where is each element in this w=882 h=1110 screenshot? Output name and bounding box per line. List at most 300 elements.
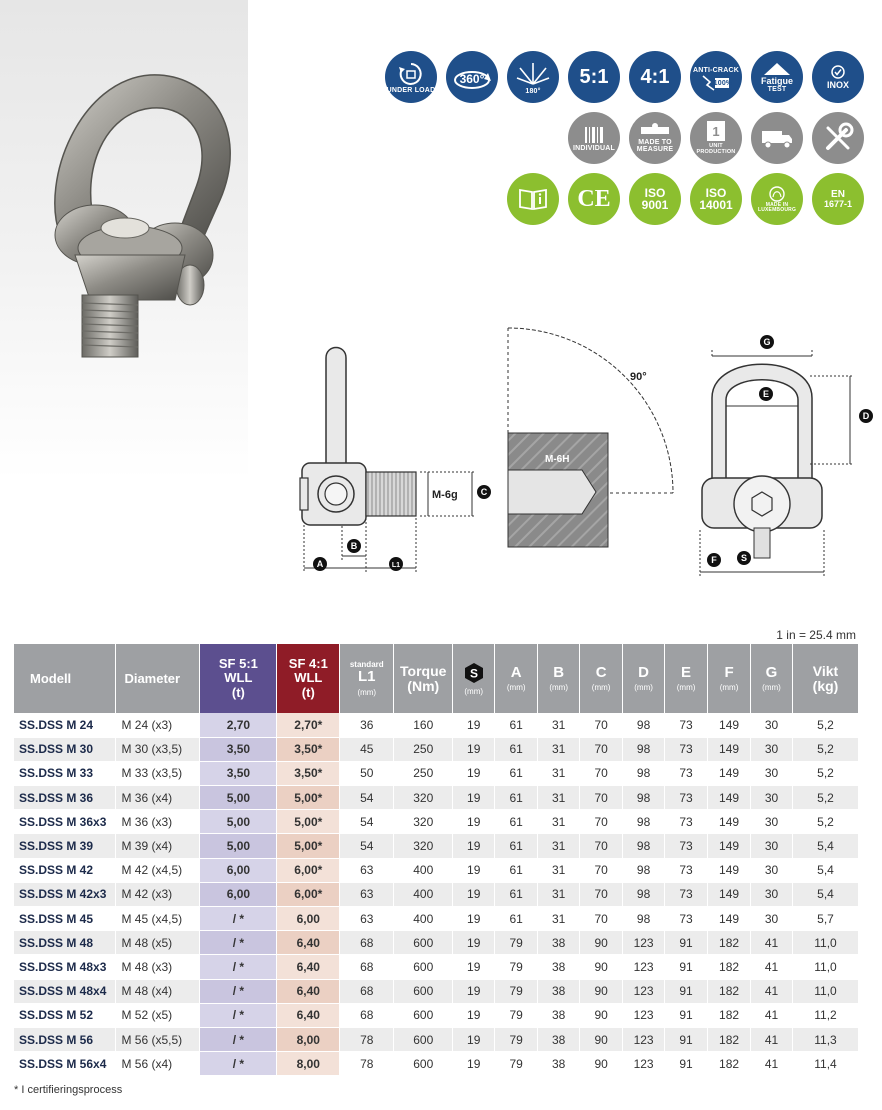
- cell-b: 38: [538, 1003, 580, 1027]
- cell-f: 149: [708, 907, 751, 931]
- cell-c: 70: [580, 834, 623, 858]
- cell-b: 31: [538, 834, 580, 858]
- cell-a: 79: [495, 1052, 538, 1076]
- inox-badge: [812, 51, 864, 103]
- svg-text:S: S: [469, 666, 478, 680]
- cell-s: 19: [453, 737, 495, 761]
- cell-f: 182: [708, 1027, 751, 1051]
- cell-d: 98: [623, 858, 665, 882]
- cell-l1: 50: [340, 761, 394, 785]
- individual-label: INDIVIDUAL: [572, 144, 616, 152]
- cell-vikt: 5,2: [792, 713, 858, 737]
- cell-e: 73: [665, 834, 708, 858]
- cell-sf4-wll: 3,50*: [277, 737, 340, 761]
- hex-key-icon: [464, 662, 484, 684]
- col-c: C (mm): [580, 644, 623, 713]
- table-row: [14, 931, 859, 955]
- cell-vikt: 5,2: [792, 737, 858, 761]
- safety-factor-4-1-label: 4:1: [640, 66, 670, 88]
- cell-f: 149: [708, 834, 751, 858]
- cell-vikt: 11,2: [792, 1003, 858, 1027]
- cell-b: 31: [538, 907, 580, 931]
- cell-sf5-wll: 6,00: [200, 858, 277, 882]
- cell-torque: 400: [394, 882, 453, 906]
- cell-d: 98: [623, 737, 665, 761]
- cell-a: 79: [495, 1003, 538, 1027]
- fatigue-test-badge: [751, 51, 803, 103]
- check-icon: [831, 65, 845, 79]
- made-in-label: MADE IN: [765, 202, 789, 208]
- cell-model: SS.DSS M 56: [14, 1027, 116, 1051]
- col-l1: standard L1 (mm): [340, 644, 394, 713]
- iso-14001-badge: [690, 173, 742, 225]
- cell-model: SS.DSS M 30: [14, 737, 116, 761]
- cell-model: SS.DSS M 48: [14, 931, 116, 955]
- cell-g: 41: [751, 1003, 793, 1027]
- cell-b: 38: [538, 1027, 580, 1051]
- fatigue-chart-icon: [762, 61, 792, 77]
- cell-e: 91: [665, 931, 708, 955]
- table-row: [14, 761, 859, 785]
- cell-f: 149: [708, 761, 751, 785]
- cell-diameter: M 42 (x4,5): [116, 858, 200, 882]
- cell-vikt: 5,2: [792, 761, 858, 785]
- col-f: F (mm): [708, 644, 751, 713]
- cell-sf5-wll: / *: [200, 931, 277, 955]
- cell-d: 123: [623, 1003, 665, 1027]
- cell-l1: 78: [340, 1052, 394, 1076]
- cell-f: 149: [708, 713, 751, 737]
- cell-e: 91: [665, 1052, 708, 1076]
- cell-diameter: M 33 (x3,5): [116, 761, 200, 785]
- cell-torque: 320: [394, 834, 453, 858]
- cell-g: 41: [751, 931, 793, 955]
- col-g: G (mm): [751, 644, 793, 713]
- cell-f: 182: [708, 1003, 751, 1027]
- cell-c: 90: [580, 1052, 623, 1076]
- ce-mark-label: CE: [577, 186, 611, 212]
- cell-g: 30: [751, 761, 793, 785]
- cell-vikt: 11,4: [792, 1052, 858, 1076]
- cell-sf4-wll: 6,00: [277, 907, 340, 931]
- cell-d: 98: [623, 907, 665, 931]
- cell-f: 149: [708, 810, 751, 834]
- table-row: [14, 1027, 859, 1051]
- cell-c: 70: [580, 713, 623, 737]
- cell-s: 19: [453, 761, 495, 785]
- technical-drawing: [290, 318, 882, 580]
- cell-f: 149: [708, 737, 751, 761]
- cell-diameter: M 48 (x3): [116, 955, 200, 979]
- cell-s: 19: [453, 931, 495, 955]
- cell-model: SS.DSS M 42x3: [14, 882, 116, 906]
- cell-l1: 54: [340, 786, 394, 810]
- table-row: [14, 858, 859, 882]
- cell-model: SS.DSS M 56x4: [14, 1052, 116, 1076]
- luxembourg-label: LUXEMBOURG: [757, 207, 797, 213]
- anti-crack-percent: 100%: [713, 80, 733, 87]
- cell-a: 61: [495, 786, 538, 810]
- cell-f: 149: [708, 858, 751, 882]
- cell-torque: 400: [394, 907, 453, 931]
- cell-torque: 600: [394, 1003, 453, 1027]
- cell-sf5-wll: / *: [200, 1003, 277, 1027]
- cell-g: 41: [751, 1052, 793, 1076]
- cell-sf5-wll: / *: [200, 1027, 277, 1051]
- cell-s: 19: [453, 1052, 495, 1076]
- cell-e: 73: [665, 713, 708, 737]
- cell-c: 70: [580, 858, 623, 882]
- cell-d: 98: [623, 786, 665, 810]
- rotation-360-label: 360°: [459, 72, 485, 86]
- cell-c: 70: [580, 810, 623, 834]
- cell-d: 123: [623, 979, 665, 1003]
- en-label-b: 1677-1: [823, 198, 853, 209]
- cell-l1: 68: [340, 979, 394, 1003]
- cell-sf4-wll: 8,00: [277, 1052, 340, 1076]
- cell-c: 70: [580, 761, 623, 785]
- unit-conversion-note: 1 in = 25.4 mm: [776, 628, 856, 642]
- cell-diameter: M 45 (x4,5): [116, 907, 200, 931]
- cell-vikt: 11,3: [792, 1027, 858, 1051]
- fatigue-label: Fatigue: [760, 76, 793, 86]
- iso-14001-label-a: ISO: [705, 186, 727, 200]
- cell-f: 182: [708, 1052, 751, 1076]
- dim-l1-label: L1: [391, 562, 401, 569]
- cell-vikt: 5,4: [792, 834, 858, 858]
- cell-diameter: M 36 (x4): [116, 786, 200, 810]
- cell-a: 61: [495, 834, 538, 858]
- anti-crack-label: ANTI-CRACK: [693, 67, 739, 74]
- cell-s: 19: [453, 786, 495, 810]
- table-row: [14, 737, 859, 761]
- cell-s: 19: [453, 810, 495, 834]
- cell-l1: 54: [340, 810, 394, 834]
- col-torque: Torque (Nm): [394, 644, 453, 713]
- cell-g: 30: [751, 786, 793, 810]
- cell-diameter: M 48 (x4): [116, 979, 200, 1003]
- cell-l1: 68: [340, 955, 394, 979]
- truck-icon: [760, 127, 794, 149]
- col-s: S (mm): [453, 644, 495, 713]
- fatigue-test-label: TEST: [767, 86, 787, 93]
- cell-sf4-wll: 3,50*: [277, 761, 340, 785]
- cell-c: 70: [580, 786, 623, 810]
- cell-b: 38: [538, 955, 580, 979]
- cell-b: 38: [538, 931, 580, 955]
- cell-torque: 600: [394, 931, 453, 955]
- cell-sf4-wll: 6,00*: [277, 858, 340, 882]
- cell-g: 30: [751, 858, 793, 882]
- cell-sf4-wll: 5,00*: [277, 810, 340, 834]
- dim-g-label: G: [763, 337, 771, 347]
- cell-diameter: M 39 (x4): [116, 834, 200, 858]
- table-row: [14, 1052, 859, 1076]
- cell-s: 19: [453, 1003, 495, 1027]
- cell-c: 70: [580, 907, 623, 931]
- cell-sf4-wll: 2,70*: [277, 713, 340, 737]
- table-row: [14, 1003, 859, 1027]
- cell-vikt: 5,4: [792, 882, 858, 906]
- cell-g: 41: [751, 1027, 793, 1051]
- table-row: [14, 955, 859, 979]
- cell-g: 30: [751, 834, 793, 858]
- col-sf5-wll: SF 5:1 WLL (t): [200, 644, 277, 713]
- cell-s: 19: [453, 882, 495, 906]
- table-row: [14, 979, 859, 1003]
- made-to-label: MADE TO: [638, 139, 672, 146]
- table-row: [14, 786, 859, 810]
- spec-table: [14, 644, 859, 1076]
- cell-e: 73: [665, 761, 708, 785]
- unit-production-label: UNIT PRODUCTION: [696, 143, 736, 155]
- cell-e: 91: [665, 1003, 708, 1027]
- cell-e: 73: [665, 737, 708, 761]
- footnote: * I certifieringsprocess: [14, 1084, 123, 1096]
- cell-torque: 320: [394, 810, 453, 834]
- thread-m6h-label: M-6H: [545, 454, 570, 465]
- tools-badge: [812, 112, 864, 164]
- cell-g: 41: [751, 979, 793, 1003]
- cell-b: 31: [538, 737, 580, 761]
- dim-f-label: F: [711, 555, 717, 565]
- bore-view: [508, 328, 673, 547]
- unit-production-number: 1: [707, 121, 725, 141]
- dim-b-label: B: [350, 541, 358, 551]
- cell-s: 19: [453, 713, 495, 737]
- cell-l1: 63: [340, 858, 394, 882]
- cell-d: 123: [623, 1052, 665, 1076]
- anti-crack-badge: [690, 51, 742, 103]
- cell-model: SS.DSS M 33: [14, 761, 116, 785]
- cell-sf4-wll: 5,00*: [277, 834, 340, 858]
- cell-f: 149: [708, 882, 751, 906]
- cell-torque: 250: [394, 737, 453, 761]
- cell-l1: 63: [340, 882, 394, 906]
- dim-e-label: E: [762, 389, 770, 399]
- cell-e: 73: [665, 858, 708, 882]
- measure-label: MEASURE: [636, 146, 674, 153]
- cell-d: 98: [623, 882, 665, 906]
- col-b: B (mm): [538, 644, 580, 713]
- cell-d: 98: [623, 713, 665, 737]
- en-1677-1-badge: [812, 173, 864, 225]
- safety-factor-5-1-label: 5:1: [579, 66, 609, 88]
- rotation-360-badge: [446, 51, 498, 103]
- cell-b: 38: [538, 1052, 580, 1076]
- cell-l1: 63: [340, 907, 394, 931]
- cell-diameter: M 56 (x4): [116, 1052, 200, 1076]
- cell-b: 31: [538, 882, 580, 906]
- cell-diameter: M 36 (x3): [116, 810, 200, 834]
- cell-sf5-wll: / *: [200, 979, 277, 1003]
- cell-c: 90: [580, 931, 623, 955]
- cell-torque: 600: [394, 1052, 453, 1076]
- cell-sf5-wll: 3,50: [200, 737, 277, 761]
- cell-e: 73: [665, 810, 708, 834]
- cell-a: 61: [495, 858, 538, 882]
- cell-f: 182: [708, 955, 751, 979]
- cell-torque: 320: [394, 786, 453, 810]
- cell-model: SS.DSS M 48x3: [14, 955, 116, 979]
- rotate-under-load-icon: [398, 61, 424, 87]
- cell-vikt: 5,2: [792, 786, 858, 810]
- safety-factor-5-1-badge: [568, 51, 620, 103]
- iso-9001-badge: [629, 173, 681, 225]
- cell-s: 19: [453, 907, 495, 931]
- cell-l1: 78: [340, 1027, 394, 1051]
- cell-c: 90: [580, 1003, 623, 1027]
- cell-vikt: 11,0: [792, 931, 858, 955]
- cell-a: 61: [495, 882, 538, 906]
- cell-b: 31: [538, 713, 580, 737]
- cell-vikt: 5,7: [792, 907, 858, 931]
- cell-g: 30: [751, 713, 793, 737]
- cell-sf4-wll: 6,40: [277, 931, 340, 955]
- cell-sf5-wll: 5,00: [200, 810, 277, 834]
- cell-diameter: M 42 (x3): [116, 882, 200, 906]
- dim-s-label: S: [740, 553, 748, 563]
- cell-s: 19: [453, 955, 495, 979]
- barcode-icon: [583, 125, 605, 145]
- cell-g: 30: [751, 810, 793, 834]
- under-load-badge: [385, 51, 437, 103]
- iso-9001-label-b: 9001: [641, 198, 669, 212]
- cell-sf5-wll: 5,00: [200, 834, 277, 858]
- cell-g: 30: [751, 907, 793, 931]
- cell-a: 61: [495, 737, 538, 761]
- wrench-icon: [822, 122, 854, 154]
- cell-d: 98: [623, 761, 665, 785]
- cell-sf5-wll: / *: [200, 907, 277, 931]
- cell-vikt: 5,2: [792, 810, 858, 834]
- cell-sf4-wll: 6,40: [277, 955, 340, 979]
- col-a: A (mm): [495, 644, 538, 713]
- cell-model: SS.DSS M 48x4: [14, 979, 116, 1003]
- cell-d: 98: [623, 810, 665, 834]
- cell-d: 98: [623, 834, 665, 858]
- cell-b: 38: [538, 979, 580, 1003]
- iso-14001-label-b: 14001: [699, 198, 733, 212]
- col-modell: Modell: [14, 644, 116, 713]
- cell-d: 123: [623, 1027, 665, 1051]
- spec-table-body: [14, 713, 859, 1076]
- pivot-180-icon: [516, 60, 550, 88]
- made-in-luxembourg-badge: [751, 173, 803, 225]
- cell-l1: 68: [340, 1003, 394, 1027]
- cell-e: 73: [665, 882, 708, 906]
- table-row: [14, 713, 859, 737]
- cell-sf5-wll: 2,70: [200, 713, 277, 737]
- cell-a: 61: [495, 713, 538, 737]
- table-row: [14, 907, 859, 931]
- manual-book-icon: [518, 187, 548, 211]
- cell-g: 30: [751, 737, 793, 761]
- cell-sf4-wll: 6,00*: [277, 882, 340, 906]
- cell-model: SS.DSS M 24: [14, 713, 116, 737]
- cell-a: 79: [495, 1027, 538, 1051]
- cell-b: 31: [538, 810, 580, 834]
- cell-sf5-wll: / *: [200, 1052, 277, 1076]
- inox-label: INOX: [826, 79, 849, 90]
- ce-mark-badge: [568, 173, 620, 225]
- individual-badge: [568, 112, 620, 164]
- cell-c: 90: [580, 955, 623, 979]
- cell-c: 90: [580, 1027, 623, 1051]
- cell-a: 61: [495, 907, 538, 931]
- cell-torque: 600: [394, 955, 453, 979]
- cell-model: SS.DSS M 42: [14, 858, 116, 882]
- cell-g: 30: [751, 882, 793, 906]
- unit-production-badge: [690, 112, 742, 164]
- dim-d-label: D: [862, 411, 870, 421]
- col-vikt: Vikt (kg): [792, 644, 858, 713]
- pivot-180-label: 180°: [525, 87, 541, 95]
- cell-diameter: M 56 (x5,5): [116, 1027, 200, 1051]
- side-view: [300, 348, 416, 526]
- cell-d: 123: [623, 955, 665, 979]
- table-header-row: [14, 644, 859, 713]
- pivot-180-badge: [507, 51, 559, 103]
- cell-model: SS.DSS M 36: [14, 786, 116, 810]
- cell-sf4-wll: 5,00*: [277, 786, 340, 810]
- cell-l1: 54: [340, 834, 394, 858]
- cell-a: 79: [495, 955, 538, 979]
- made-to-measure-badge: [629, 112, 681, 164]
- cell-f: 182: [708, 979, 751, 1003]
- col-d: D (mm): [623, 644, 665, 713]
- cell-l1: 36: [340, 713, 394, 737]
- cell-torque: 600: [394, 1027, 453, 1051]
- col-diameter: Diameter: [116, 644, 200, 713]
- cell-b: 31: [538, 858, 580, 882]
- cell-diameter: M 52 (x5): [116, 1003, 200, 1027]
- under-load-label: UNDER LOAD: [386, 86, 436, 94]
- cell-model: SS.DSS M 52: [14, 1003, 116, 1027]
- angle-90-label: 90°: [630, 371, 647, 383]
- cell-sf4-wll: 6,40: [277, 1003, 340, 1027]
- cell-f: 149: [708, 786, 751, 810]
- cell-sf4-wll: 8,00: [277, 1027, 340, 1051]
- safety-factor-4-1-badge: [629, 51, 681, 103]
- cell-a: 61: [495, 761, 538, 785]
- cell-b: 31: [538, 786, 580, 810]
- cell-e: 73: [665, 907, 708, 931]
- cell-s: 19: [453, 834, 495, 858]
- cell-diameter: M 30 (x3,5): [116, 737, 200, 761]
- cell-e: 91: [665, 979, 708, 1003]
- cell-diameter: M 24 (x3): [116, 713, 200, 737]
- cell-c: 90: [580, 979, 623, 1003]
- cell-e: 73: [665, 786, 708, 810]
- cell-torque: 600: [394, 979, 453, 1003]
- cell-vikt: 11,0: [792, 955, 858, 979]
- cell-sf5-wll: 6,00: [200, 882, 277, 906]
- thread-m6g-label: M-6g: [432, 489, 458, 501]
- manual-info-badge: [507, 173, 559, 225]
- cell-l1: 68: [340, 931, 394, 955]
- cell-e: 91: [665, 1027, 708, 1051]
- dim-c-label: C: [480, 487, 488, 497]
- cell-s: 19: [453, 979, 495, 1003]
- cell-model: SS.DSS M 39: [14, 834, 116, 858]
- col-sf4-wll: SF 4:1 WLL (t): [277, 644, 340, 713]
- cell-c: 70: [580, 737, 623, 761]
- table-row: [14, 810, 859, 834]
- feature-badges: [0, 0, 882, 240]
- cell-sf5-wll: 3,50: [200, 761, 277, 785]
- cell-g: 41: [751, 955, 793, 979]
